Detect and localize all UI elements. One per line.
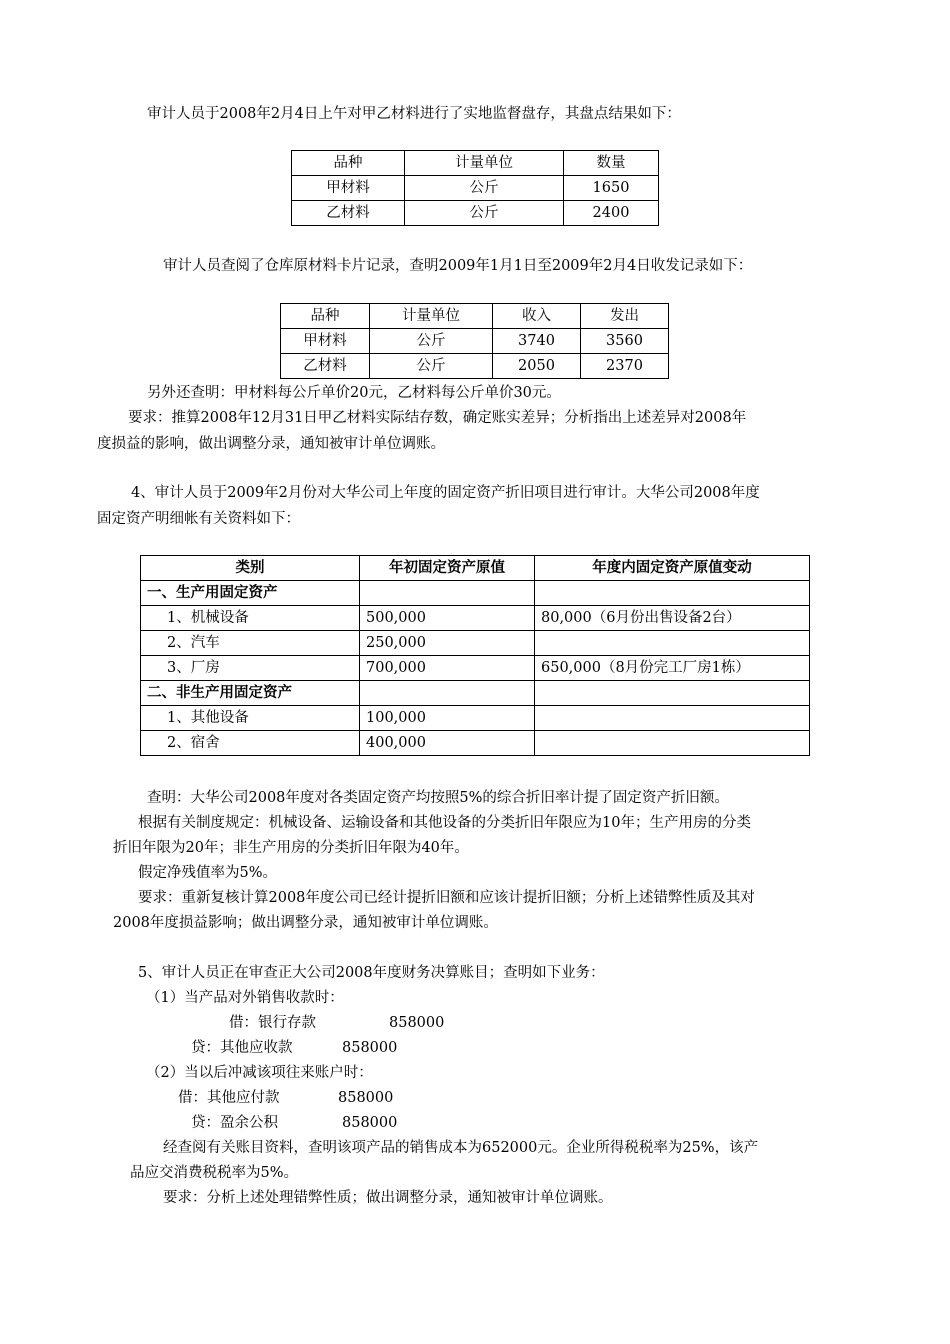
question4-finding: 查明：大华公司2008年度对各类固定资产均按照5%的综合折旧率计提了固定资产折旧额。: [147, 790, 729, 806]
header-cell: 年度内固定资产原值变动: [535, 556, 810, 581]
entry2-credit: 贷：盈余公积: [191, 1115, 278, 1131]
question4-rules-line1: 根据有关制度规定：机械设备、运输设备和其他设备的分类折旧年限应为10年；生产用房的分类: [138, 815, 751, 831]
paragraph-unit-prices: 另外还查明：甲材料每公斤单价20元，乙材料每公斤单价30元。: [147, 385, 561, 401]
table-cell: 80,000（6月份出售设备2台）: [535, 606, 810, 631]
table-cell: 2370: [581, 354, 669, 379]
question4-residual-rate: 假定净残值率为5%。: [138, 865, 278, 881]
question5-step2: （2）当以后冲减该项往来账户时：: [146, 1065, 373, 1081]
header-cell: 计量单位: [370, 304, 493, 329]
question5-finding-line1: 经查阅有关账目资料，查明该项产品的销售成本为652000元。企业所得税税率为25%，该产: [163, 1140, 759, 1156]
header-cell: 年初固定资产原值: [360, 556, 535, 581]
table-cell: 3、厂房: [141, 656, 360, 681]
table-cell: 400,000: [360, 731, 535, 756]
question5-requirement: 要求：分析上述处理错弊性质；做出调整分录，通知被审计单位调账。: [163, 1190, 613, 1206]
table-cell: 2、汽车: [141, 631, 360, 656]
table-cell: 公斤: [405, 176, 564, 201]
table-cell: 公斤: [405, 201, 564, 226]
question5-finding-line2: 品应交消费税税率为5%。: [130, 1165, 299, 1181]
question4-requirement-line2: 2008年度损益影响；做出调整分录，通知被审计单位调账。: [113, 915, 498, 931]
table-cell: 2、宿舍: [141, 731, 360, 756]
header-cell: 品种: [281, 304, 370, 329]
entry2-credit-amount: 858000: [342, 1115, 398, 1131]
table-row: [141, 606, 810, 631]
table-cell: 甲材料: [281, 329, 370, 354]
table-row: [141, 681, 810, 706]
table-row: [141, 631, 810, 656]
table-cell: [535, 631, 810, 656]
table-cell: 650,000（8月份完工厂房1栋）: [535, 656, 810, 681]
entry2-debit: 借：其他应付款: [178, 1090, 280, 1106]
question4-line2: 固定资产明细帐有关资料如下：: [97, 511, 300, 527]
table-cell: [360, 581, 535, 606]
table-cell: 甲材料: [292, 176, 405, 201]
question5-step1: （1）当产品对外销售收款时：: [146, 990, 344, 1006]
header-cell: 发出: [581, 304, 669, 329]
header-cell: 品种: [292, 151, 405, 176]
table-row: [292, 201, 659, 226]
header-cell: 计量单位: [405, 151, 564, 176]
table-row: [292, 176, 659, 201]
table-cell: 一、生产用固定资产: [141, 581, 360, 606]
table-cell: 1、其他设备: [141, 706, 360, 731]
fixed-assets-table: [140, 555, 810, 756]
table-cell: 2400: [564, 201, 659, 226]
question5-line1: 5、审计人员正在审查正大公司2008年度财务决算账目；查明如下业务：: [138, 965, 605, 981]
table-cell: [535, 731, 810, 756]
table-cell: [360, 681, 535, 706]
table-cell: 3560: [581, 329, 669, 354]
entry1-debit: 借：银行存款: [229, 1015, 316, 1031]
table-cell: 二、非生产用固定资产: [141, 681, 360, 706]
table-header-row: [141, 556, 810, 581]
table-cell: [535, 581, 810, 606]
table-row: [281, 354, 669, 379]
table-row: [141, 706, 810, 731]
table-cell: 公斤: [370, 354, 493, 379]
question4-requirement-line1: 要求：重新复核计算2008年度公司已经计提折旧额和应该计提折旧额；分析上述错弊性质及其对: [138, 890, 755, 906]
table-cell: 2050: [493, 354, 581, 379]
table-cell: 公斤: [370, 329, 493, 354]
table-row: [141, 731, 810, 756]
table-cell: [535, 706, 810, 731]
table-cell: 500,000: [360, 606, 535, 631]
question4-rules-line2: 折旧年限为20年；非生产用房的分类折旧年限为40年。: [113, 840, 469, 856]
entry1-credit-amount: 858000: [342, 1040, 398, 1056]
inventory-count-table: [291, 150, 659, 226]
table-cell: 700,000: [360, 656, 535, 681]
table-cell: 100,000: [360, 706, 535, 731]
entry1-debit-amount: 858000: [389, 1015, 445, 1031]
entry2-debit-amount: 858000: [338, 1090, 394, 1106]
paragraph-requirement-line1: 要求：推算2008年12月31日甲乙材料实际结存数，确定账实差异；分析指出上述差异对2008年: [128, 410, 747, 426]
paragraph-inventory-count: 审计人员于2008年2月4日上午对甲乙材料进行了实地监督盘存，其盘点结果如下：: [147, 106, 681, 122]
table-cell: 1650: [564, 176, 659, 201]
receipts-issues-table: [280, 303, 669, 379]
table-row: [281, 329, 669, 354]
paragraph-warehouse-records: 审计人员查阅了仓库原材料卡片记录，查明2009年1月1日至2009年2月4日收发记录如下：: [163, 258, 753, 274]
table-row: [141, 581, 810, 606]
table-cell: 乙材料: [292, 201, 405, 226]
header-cell: 数量: [564, 151, 659, 176]
header-cell: 类别: [141, 556, 360, 581]
table-row: [141, 656, 810, 681]
paragraph-requirement-line2: 度损益的影响，做出调整分录，通知被审计单位调账。: [97, 436, 445, 452]
table-header-row: [292, 151, 659, 176]
table-cell: 乙材料: [281, 354, 370, 379]
table-cell: 3740: [493, 329, 581, 354]
header-cell: 收入: [493, 304, 581, 329]
table-cell: 1、机械设备: [141, 606, 360, 631]
entry1-credit: 贷：其他应收款: [191, 1040, 293, 1056]
question4-line1: 4、审计人员于2009年2月份对大华公司上年度的固定资产折旧项目进行审计。大华公司2008年度: [131, 485, 760, 501]
table-cell: [535, 681, 810, 706]
table-cell: 250,000: [360, 631, 535, 656]
table-header-row: [281, 304, 669, 329]
